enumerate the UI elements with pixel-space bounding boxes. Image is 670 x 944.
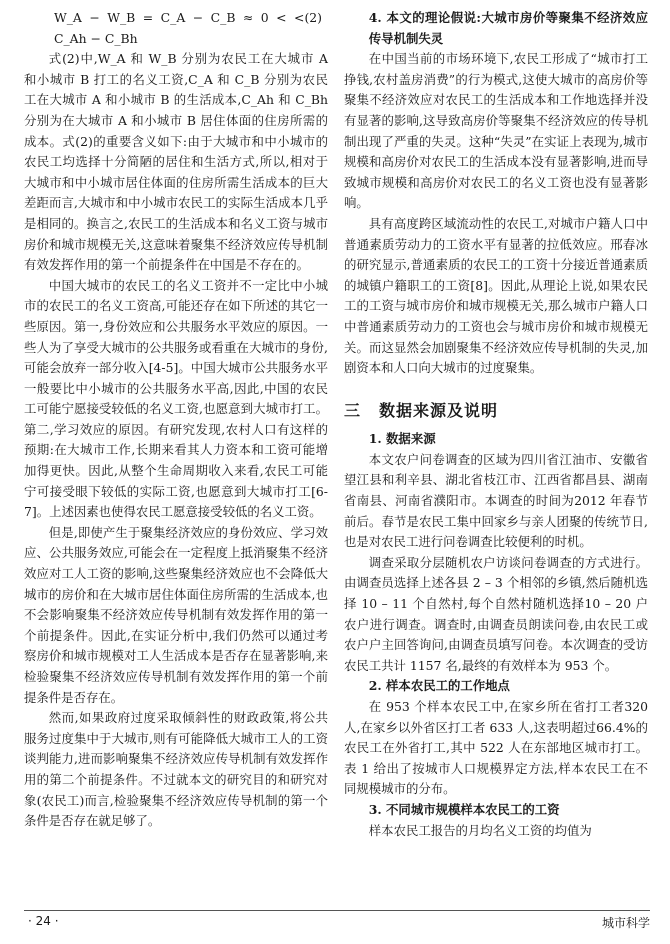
paragraph: 中国大城市的农民工的名义工资并不一定比中小城市的农民工的名义工资高,可能还存在如下所述的其它一些原因。第一,身份效应和公共服务水平效应的原因。一些人为了享受大城市的公共服务或看重在大城市的身份,可能会放弃一部分收入[4-5]。中国大城市公共服务水平一般要比中小城市的公共服务水平高,因此,中国的农民工可能宁愿接受较低的名义工资,也愿意到大城市打工。第二,学习效应的原因。有研究发现,农村人口有这样的预期:在大城市工作,长期来看其人力资本和工资可能增加得更快。因此,从整个生命周期收入来看,农民工可能宁可接受眼下较低的实际工资,也愿意到大城市打工[6-7]。上述因素也使得农民工愿意接受较低的名义工资。 bbox=[24, 277, 328, 520]
paragraph: 样本农民工报告的月均名义工资的均值为 bbox=[368, 822, 592, 838]
right-column bbox=[344, 8, 648, 841]
subheading-2: 2. 样本农民工的工作地点 bbox=[368, 678, 510, 694]
subheading-3: 3. 不同城市规模样本农民工的工资 bbox=[368, 801, 560, 817]
subheading-1: 1. 数据来源 bbox=[368, 431, 436, 447]
subheading-4: 4. 本文的理论假说:大城市房价等聚集不经济效应传导机制失灵 bbox=[368, 10, 648, 46]
journal-name: 城市科学 bbox=[601, 916, 650, 930]
paragraph: 调查采取分层随机农户访谈问卷调查的方式进行。由调查员选择上述各县 2 – 3 个相邻的乡镇,然后随机选择 10 – 11 个自然村,每个自然村随机选择10 – 20 户农户进行调查。调查时,由调查员朗读问卷,由农民工或农户户主回答询问,由调查员填写问卷。本次调查的受访农民工共计 1157 名,最终的有效样本为 953 个。 bbox=[344, 554, 648, 673]
left-column bbox=[24, 8, 328, 832]
formula-number: (2) bbox=[304, 10, 322, 25]
section-heading bbox=[344, 401, 648, 422]
paragraph: 在中国当前的市场环境下,农民工形成了“城市打工挣钱,农村盖房消费”的行为模式,这使大城市的高房价等聚集不经济效应对农民工的生活成本和工作地选择并没有显著的影响,这导致高房价等聚集不经济效应的传导机制出现了严重的失灵。这种“失灵”在实证上表现为,城市规模和高房价对农民工的生活成本没有显著影响,进而导致城市规模和高房价对农民工的名义工资也没有显著影响。 bbox=[344, 51, 648, 211]
paragraph: 但是,即使产生于聚集经济效应的身份效应、学习效应、公共服务效应,可能会在一定程度上抵消聚集不经济效应对工人工资的影响,这些聚集经济效应也不会降低大城市的房价和在大城市居住体面住房所需的生活成本,也不会影响聚集不经济效应传导机制有效发挥作用的第一个前提条件。因此,在实证分析中,我们仍然可以通过考察房价和城市规模对工人生活成本是否存在显著影响,来检验聚集不经济效应传导机制有效发挥作用的第一个前提条件是否存在。 bbox=[24, 524, 328, 705]
paragraph: 本文农户问卷调查的区域为四川省江油市、安徽省望江县和利辛县、湖北省枝江市、江西省都昌县、湖南省南县、河南省濮阳市。本调查的时间为2012 年春节前后。春节是农民工集中回家乡与亲人团聚的传统节日,也是对农民工进行问卷调查比较便利的时机。 bbox=[344, 451, 648, 550]
paragraph: 然而,如果政府过度采取倾斜性的财政政策,将公共服务过度集中于大城市,则有可能降低大城市工人的工资谈判能力,进而影响聚集不经济效应传导机制有效发挥作用的第二个前提条件。不过就本文的研究目的和研究对象(农民工)而言,检验聚集不经济效应传导机制的第一个条件是否存在就足够了。 bbox=[24, 710, 328, 829]
footer-rule bbox=[24, 910, 650, 911]
formula-2 bbox=[24, 8, 328, 49]
paragraph: 式(2)中,W_A 和 W_B 分别为农民工在大城市 A 和小城市 B 打工的名义工资,C_A 和 C_B 分别为农民工在大城市 A 和小城市 B 的生活成本,C_Ah 和 C_Bh 分别为在大城市 A 和小城市 B 居住体面的住房所需的成本。式(2)的重要含义如下:由于大城市和中小城市的农民工均选择十分简陋的居住和生活方式,所以,相对于大城市和中小城市居住体面的住房所需生活成本的巨大差距而言,大城市和中小城市农民工的实际生活成本几乎是相同的。换言之,农民工的生活成本和名义工资与城市房价和城市规模无关,这意味着聚集不经济效应传导机制有效发挥作用的第一个前提条件在中国是不存在的。 bbox=[24, 51, 328, 273]
section-number: 三 bbox=[344, 400, 362, 420]
page-number: · 24 · bbox=[28, 914, 59, 928]
paragraph: 具有高度跨区域流动性的农民工,对城市户籍人口中普通素质劳动力的工资水平有显著的拉低效应。邢春冰的研究显示,普通素质的农民工的工资十分接近普通素质的城镇户籍职工的工资[8]。因此,从理论上说,如果农民工的工资与城市房价和城市规模无关,那么城市户籍人口中普通素质劳动力的工资也会与城市房价和城市规模无关。而这显然会加剧聚集不经济效应传导机制的失灵,加剧资本和人口向大城市的过度聚集。 bbox=[344, 215, 648, 376]
formula-text: W_A − W_B = C_A − C_B ≈ 0 < < C_Ah − C_Bh bbox=[54, 10, 305, 46]
section-title: 数据来源及说明 bbox=[379, 400, 499, 420]
paragraph: 在 953 个样本农民工中,在家乡所在省打工者320 人,在家乡以外省区打工者 633 人,这表明超过66.4%的农民工在外省打工,其中 522 人在东部地区城市打工。表 1 给出了按城市人口规模界定方法,样本农民工在不同规模城市的分布。 bbox=[344, 699, 648, 797]
